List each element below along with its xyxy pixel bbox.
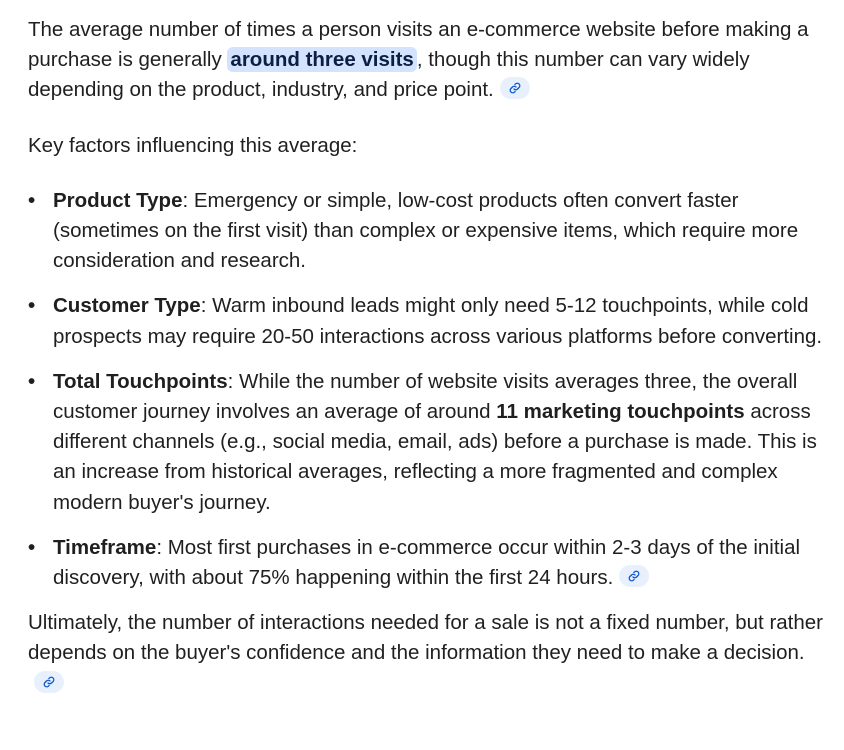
bullet-marker: • [28,188,36,212]
list-item-product-type [28,186,828,277]
list-item-total-touchpoints [28,367,828,518]
conclusion-paragraph [28,608,828,699]
link-icon [509,82,521,94]
intro-paragraph [28,15,828,106]
list-item-customer-type [28,291,828,351]
list-item-title: Customer Type [53,294,201,318]
bullet-marker: • [28,294,36,318]
list-item-bold-phrase: 11 marketing touchpoints [496,400,745,424]
list-item-title: Product Type [53,188,183,212]
list-item-timeframe [28,533,828,593]
source-link-button[interactable] [500,77,530,99]
highlighted-answer[interactable]: around three visits [227,47,416,72]
bullet-marker: • [28,369,36,393]
bullet-marker: • [28,535,36,559]
list-item-text: : Emergency or simple, low-cost products often convert faster (sometimes on the first visit) than complex or expensive items, which require more consideration and research. [53,188,799,273]
intro-text-before: The average number of times a person visits an e-commerce website before making a purchase is generally [28,18,809,72]
response-content [28,15,828,699]
list-item-text: : While the number of website visits averages three, the overall customer journey involves an average of around [53,369,798,424]
intro-text-after: , though this number can vary widely depending on the product, industry, and price point. [28,48,750,102]
source-link-button[interactable] [34,671,64,693]
list-item-title: Timeframe [53,535,157,559]
conclusion-text: Ultimately, the number of interactions needed for a sale is not a fixed number, but rather depends on the buyer's confidence and the information they need to make a decision. [28,611,823,665]
list-item-text-after: across different channels (e.g., social media, email, ads) before a purchase is made. This is an increase from historical averages, reflecting a more fragmented and complex modern buyer's journey. [53,400,817,514]
list-item-text: : Most first purchases in e-commerce occur within 2-3 days of the initial discovery, with about 75% happening within the first 24 hours. [53,535,801,590]
list-item-title: Total Touchpoints [53,369,228,393]
list-item-text: : Warm inbound leads might only need 5-12 touchpoints, while cold prospects may require 20-50 interactions across various platforms before converting. [53,294,823,348]
factors-list [28,186,828,593]
link-icon [628,570,640,582]
source-link-button[interactable] [619,565,649,587]
factors-lead: Key factors influencing this average: [28,133,358,157]
link-icon [43,676,55,688]
